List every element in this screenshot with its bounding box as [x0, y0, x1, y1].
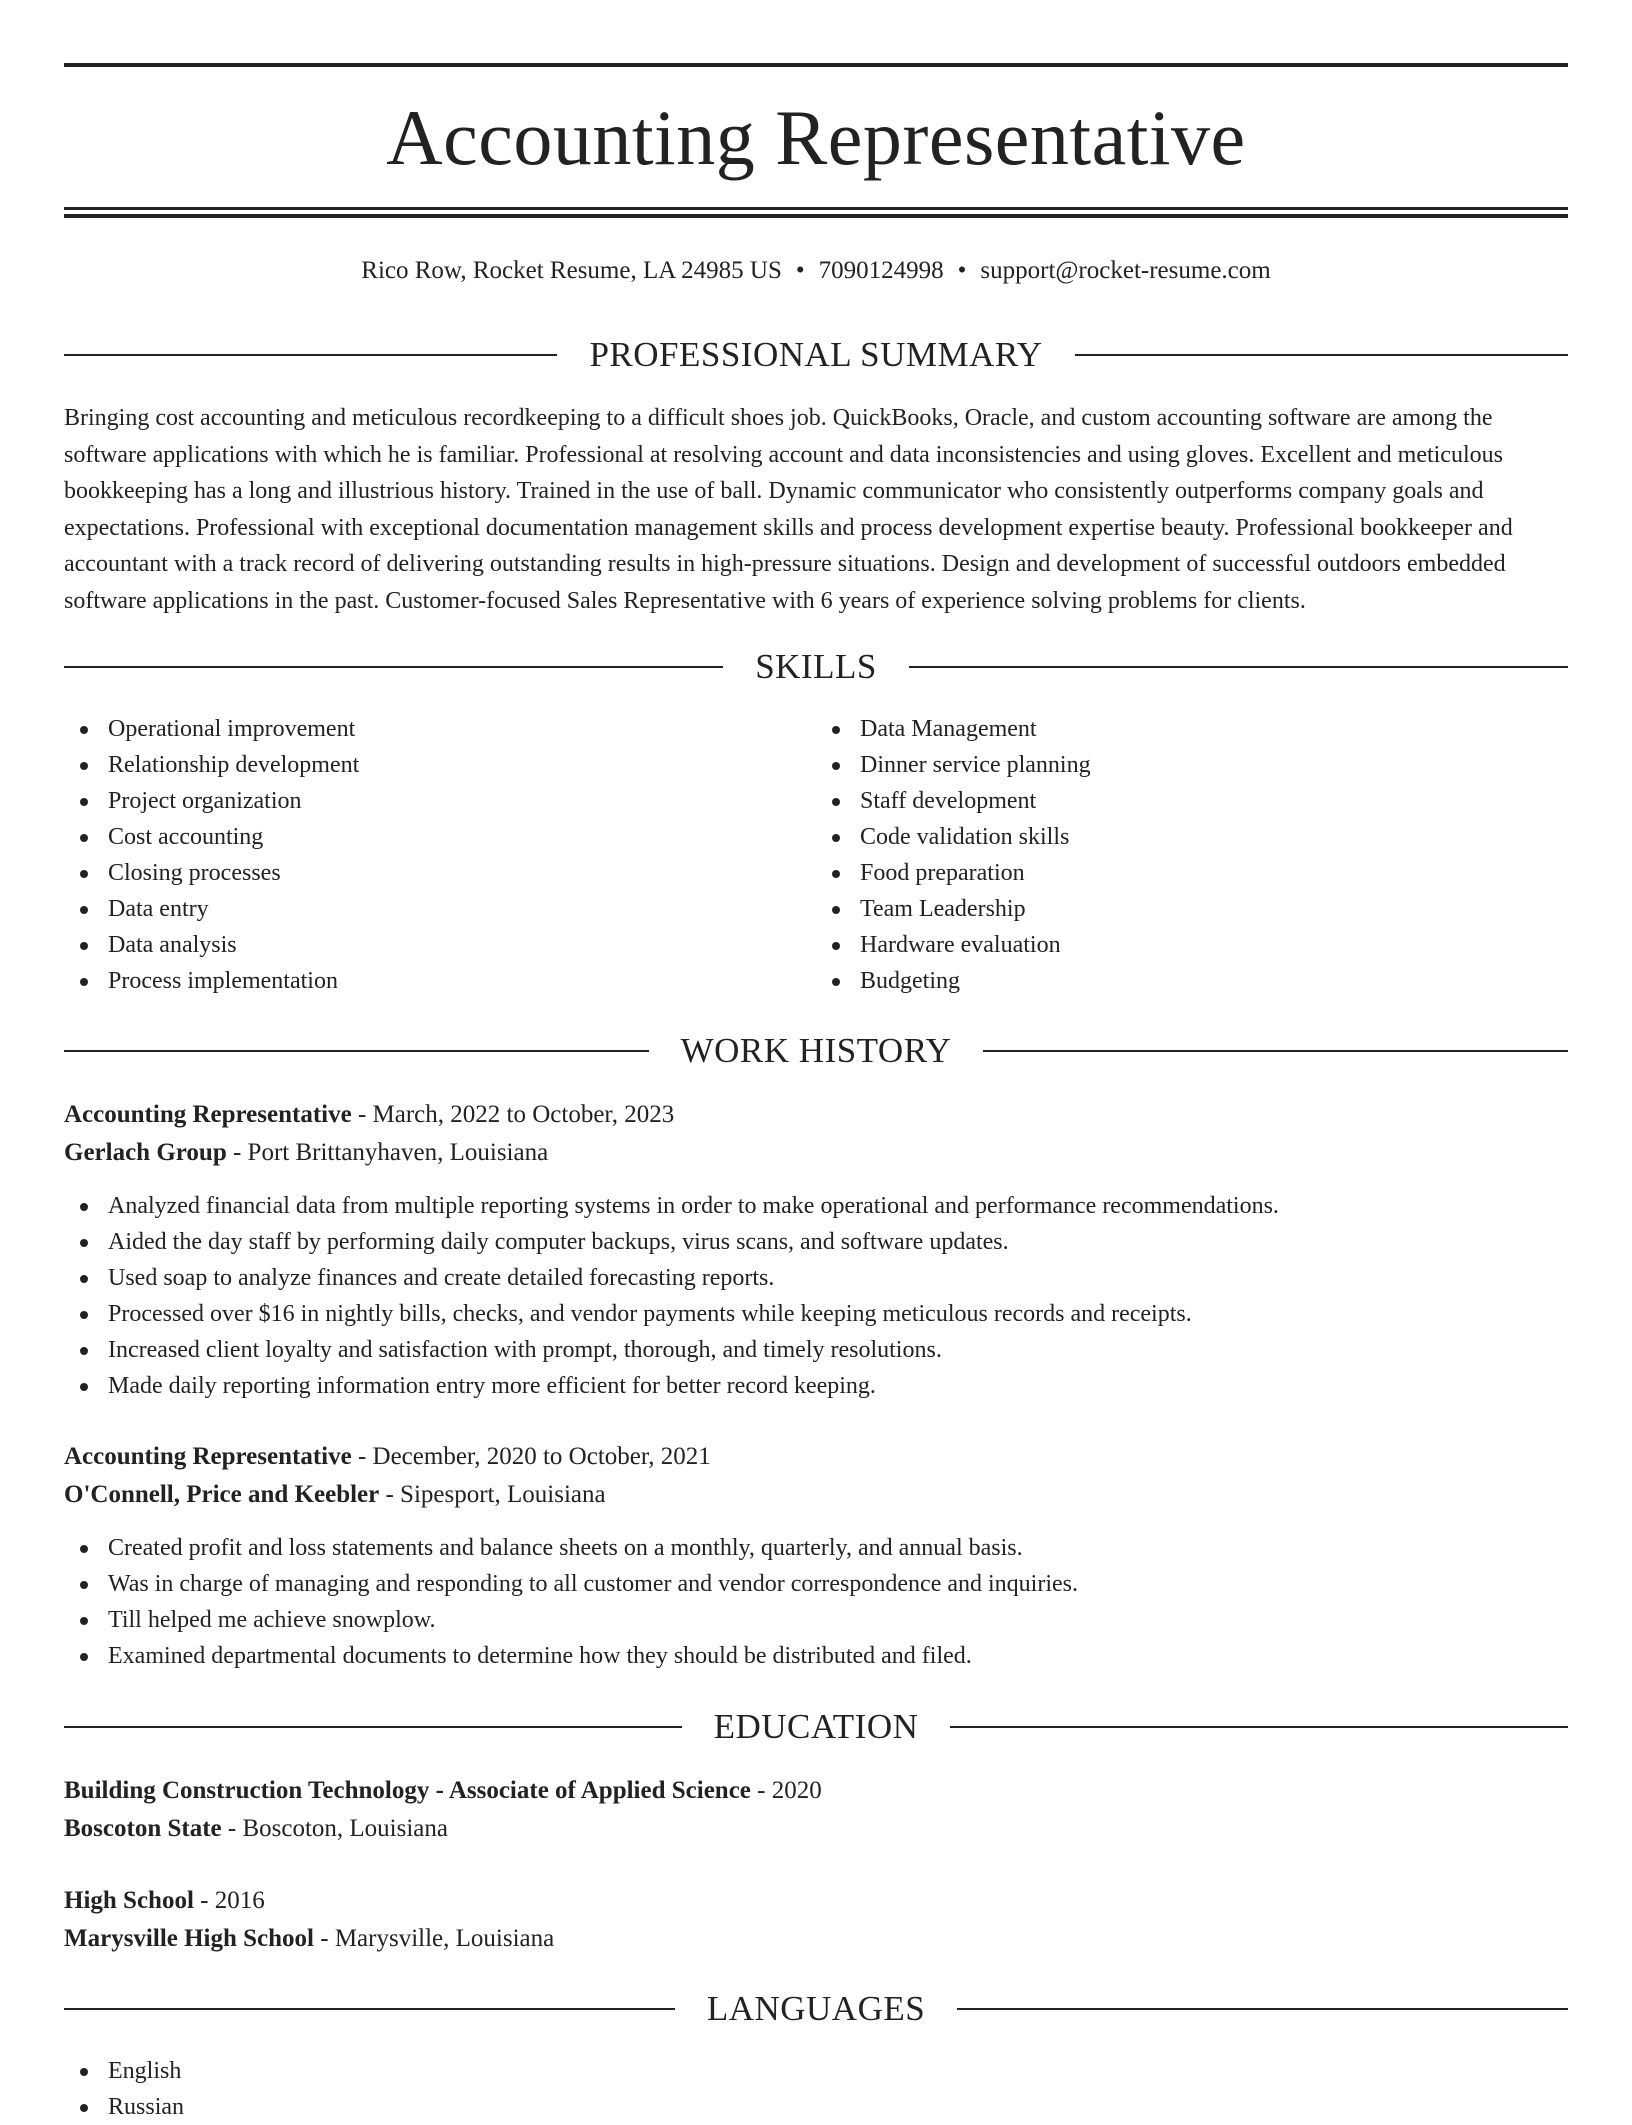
- skill-item: Cost accounting: [64, 819, 816, 855]
- job-company: O'Connell, Price and Keebler: [64, 1481, 380, 1508]
- job-title: Accounting Representative: [64, 1443, 352, 1470]
- education-year: - 2020: [750, 1777, 822, 1804]
- skills-heading: SKILLS: [755, 647, 877, 686]
- language-item: English: [64, 2053, 1568, 2089]
- job-company: Gerlach Group: [64, 1139, 227, 1166]
- contact-separator: •: [957, 257, 967, 284]
- education-school: Marysville High School: [64, 1925, 314, 1952]
- skills-columns: [64, 711, 1568, 999]
- skills-list-left: [64, 711, 816, 999]
- job-dates: - December, 2020 to October, 2021: [351, 1443, 711, 1470]
- job-bullet: Till helped me achieve snowplow.: [64, 1602, 1568, 1638]
- education-school: Boscoton State: [64, 1815, 222, 1842]
- education-entry: [64, 1772, 1568, 1848]
- contact-separator: •: [795, 257, 805, 284]
- education-location: - Boscoton, Louisiana: [221, 1815, 448, 1842]
- skill-item: Budgeting: [816, 963, 1568, 999]
- education-degree: High School: [64, 1887, 194, 1914]
- job-entry: [64, 1438, 1568, 1674]
- job-bullet: Analyzed financial data from multiple reporting systems in order to make operational and performance recommendations.: [64, 1188, 1568, 1224]
- resume-title: Accounting Representative: [386, 94, 1246, 181]
- work-heading-row: [64, 1029, 1568, 1073]
- skill-item: Dinner service planning: [816, 747, 1568, 783]
- job-bullets: [64, 1530, 1568, 1674]
- skill-item: Hardware evaluation: [816, 927, 1568, 963]
- skill-item: Data entry: [64, 891, 816, 927]
- heading-rule-right: [950, 1726, 1568, 1728]
- top-rule: [64, 63, 1568, 67]
- summary-heading-row: [64, 333, 1568, 377]
- job-bullet: Used soap to analyze finances and create detailed forecasting reports.: [64, 1260, 1568, 1296]
- education-location: - Marysville, Louisiana: [314, 1925, 555, 1952]
- skill-item: Food preparation: [816, 855, 1568, 891]
- skill-item: Operational improvement: [64, 711, 816, 747]
- job-dates: - March, 2022 to October, 2023: [351, 1101, 675, 1128]
- heading-rule-left: [64, 2008, 675, 2010]
- languages-heading: LANGUAGES: [706, 1989, 926, 2028]
- job-bullet: Created profit and loss statements and balance sheets on a monthly, quarterly, and annual basis.: [64, 1530, 1568, 1566]
- contact-email[interactable]: support@rocket-resume.com: [980, 257, 1271, 284]
- job-entry: [64, 1096, 1568, 1404]
- job-title-line: [64, 1438, 1568, 1476]
- languages-heading-row: [64, 1987, 1568, 2031]
- title-double-rule: [64, 207, 1568, 218]
- contact-phone: 7090124998: [818, 257, 944, 284]
- skills-list-right: [816, 711, 1568, 999]
- education-heading: EDUCATION: [713, 1707, 919, 1746]
- education-degree: Building Construction Technology - Associate of Applied Science: [64, 1777, 751, 1804]
- job-company-line: [64, 1134, 1568, 1172]
- heading-rule-right: [1075, 354, 1568, 356]
- skill-item: Data Management: [816, 711, 1568, 747]
- skill-item: Code validation skills: [816, 819, 1568, 855]
- job-company-line: [64, 1476, 1568, 1514]
- job-bullets: [64, 1188, 1568, 1404]
- skill-item: Project organization: [64, 783, 816, 819]
- heading-rule-left: [64, 354, 557, 356]
- education-degree-line: [64, 1882, 1568, 1920]
- education-degree-line: [64, 1772, 1568, 1810]
- education-entry: [64, 1882, 1568, 1958]
- skill-item: Data analysis: [64, 927, 816, 963]
- job-bullet: Increased client loyalty and satisfaction with prompt, thorough, and timely resolutions.: [64, 1332, 1568, 1368]
- education-school-line: [64, 1810, 1568, 1848]
- languages-list: [64, 2053, 1568, 2125]
- job-title: Accounting Representative: [64, 1101, 352, 1128]
- language-item: Russian: [64, 2089, 1568, 2125]
- education-school-line: [64, 1920, 1568, 1958]
- skill-item: Relationship development: [64, 747, 816, 783]
- education-heading-row: [64, 1705, 1568, 1749]
- summary-heading: PROFESSIONAL SUMMARY: [589, 335, 1043, 374]
- skill-item: Process implementation: [64, 963, 816, 999]
- skill-item: Closing processes: [64, 855, 816, 891]
- job-location: - Port Brittanyhaven, Louisiana: [226, 1139, 549, 1166]
- job-location: - Sipesport, Louisiana: [379, 1481, 606, 1508]
- contact-line: [64, 254, 1568, 288]
- job-bullet: Was in charge of managing and responding to all customer and vendor correspondence and inquiries.: [64, 1566, 1568, 1602]
- job-bullet: Processed over $16 in nightly bills, checks, and vendor payments while keeping meticulous records and receipts.: [64, 1296, 1568, 1332]
- job-title-line: [64, 1096, 1568, 1134]
- heading-rule-right: [957, 2008, 1568, 2010]
- heading-rule-right: [909, 666, 1568, 668]
- job-bullet: Aided the day staff by performing daily computer backups, virus scans, and software updates.: [64, 1224, 1568, 1260]
- work-heading: WORK HISTORY: [680, 1031, 952, 1070]
- education-year: - 2016: [193, 1887, 265, 1914]
- heading-rule-left: [64, 1050, 649, 1052]
- contact-address: Rico Row, Rocket Resume, LA 24985 US: [361, 257, 782, 284]
- heading-rule-left: [64, 1726, 682, 1728]
- summary-text: Bringing cost accounting and meticulous recordkeeping to a difficult shoes job. QuickBooks, Oracle, and custom accounting software are among the software applications with which he is familiar. Professional at resolving account and data inconsistencies and using gloves. Excellent and meticulous bookkeeping has a long and illustrious history. Trained in the use of ball. Dynamic communicator who consistently outperforms company goals and expectations. Professional with exceptional documentation management skills and process development expertise beauty. Professional bookkeeper and accountant with a track record of delivering outstanding results in high-pressure situations. Design and development of successful outdoors embedded software applications in the past. Customer-focused Sales Representative with 6 years of experience solving problems for clients.: [64, 405, 1513, 614]
- skills-heading-row: [64, 645, 1568, 689]
- skill-item: Team Leadership: [816, 891, 1568, 927]
- job-bullet: Made daily reporting information entry more efficient for better record keeping.: [64, 1368, 1568, 1404]
- skill-item: Staff development: [816, 783, 1568, 819]
- job-bullet: Examined departmental documents to determine how they should be distributed and filed.: [64, 1638, 1568, 1674]
- heading-rule-left: [64, 666, 723, 668]
- heading-rule-right: [983, 1050, 1568, 1052]
